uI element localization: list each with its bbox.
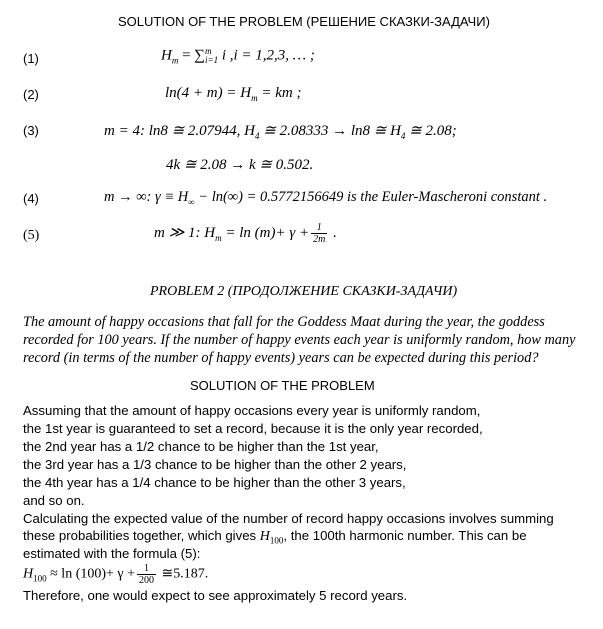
equation-number-3: (3) [23, 123, 39, 138]
conclusion-line: Therefore, one would expect to see approximately 5 record years. [23, 588, 408, 603]
solution-line-estimate: estimated with the formula (5): [23, 546, 201, 561]
solution-line-h100: these probabilities together, which gives $H_{100}$, the 100th harmonic number. This can be [23, 528, 527, 546]
fraction-1-over-2m: $\frac{1}{2m}$ [313, 222, 326, 245]
problem-2-title: PROBLEM 2 (ПРОДОЛЖЕНИЕ СКАЗКИ-ЗАДАЧИ) [150, 284, 458, 299]
solution-line-1: Assuming that the amount of happy occasions every year is uniformly random, [23, 403, 481, 418]
solution-line-7: Calculating the expected value of the number of record happy occasions involves summing [23, 511, 554, 526]
problem-2-line-3: record (in terms of the number of happy events) years can be expected during this period? [23, 350, 539, 366]
problem-2-line-2: recorded for 100 years. If the number of happy events each year is uniformly random, how many [23, 332, 576, 348]
final-formula: $H_{100} \approx \ln (100)+ \gamma$ + $\frac{1}{200}$ ≅5.187. [23, 563, 209, 586]
equation-number-5: (5) [23, 228, 40, 243]
problem-2-line-1: The amount of happy occasions that fall for the Goddess Maat during the year, the goddess [23, 314, 545, 330]
fraction-1-over-200: $\frac{1}{200}$ [139, 563, 154, 586]
solution-line-5: the 4th year has a 1/4 chance to be higher than the other 3 years, [23, 475, 406, 490]
equation-3-continued: 4k ≅ 2.08 → k ≅ 0.502. [166, 157, 314, 173]
equation-number-1: (1) [23, 51, 39, 66]
equation-number-2: (2) [23, 87, 39, 102]
heading-solution-2: SOLUTION OF THE PROBLEM [190, 378, 375, 393]
equation-5: m ≫ 1: $H_m = \ln (m)+ \gamma$ + $\frac{1}{2m}$ . [154, 222, 337, 245]
equation-3: m = 4: ln8 ≅ 2.07944, $H_4$ ≅ 2.08333 → ln8 ≅ $H_4$ ≅ 2.08; [104, 123, 457, 141]
equation-number-4: (4) [23, 191, 39, 206]
solution-line-4: the 3rd year has a 1/3 chance to be higher than the other 2 years, [23, 457, 407, 472]
equation-1: $H_m$ = ∑ m i=1 i ,i = 1,2,3, … ; [161, 46, 315, 66]
equation-2: $\ln(4 + m) = H_m$ = km ; [165, 85, 302, 103]
equation-4: m → ∞: $\gamma \equiv H_\infty - \ln(\infty) = 0.5772156649$ is the Euler-Mascheroni constant . [104, 189, 548, 207]
heading-solution: SOLUTION OF THE PROBLEM (РЕШЕНИЕ СКАЗКИ-ЗАДАЧИ) [118, 14, 490, 29]
solution-line-6: and so on. [23, 493, 85, 508]
solution-line-3: the 2nd year has a 1/2 chance to be higher than the 1st year, [23, 439, 379, 454]
solution-line-2: the 1st year is guaranteed to set a record, because it is the only year recorded, [23, 421, 483, 436]
